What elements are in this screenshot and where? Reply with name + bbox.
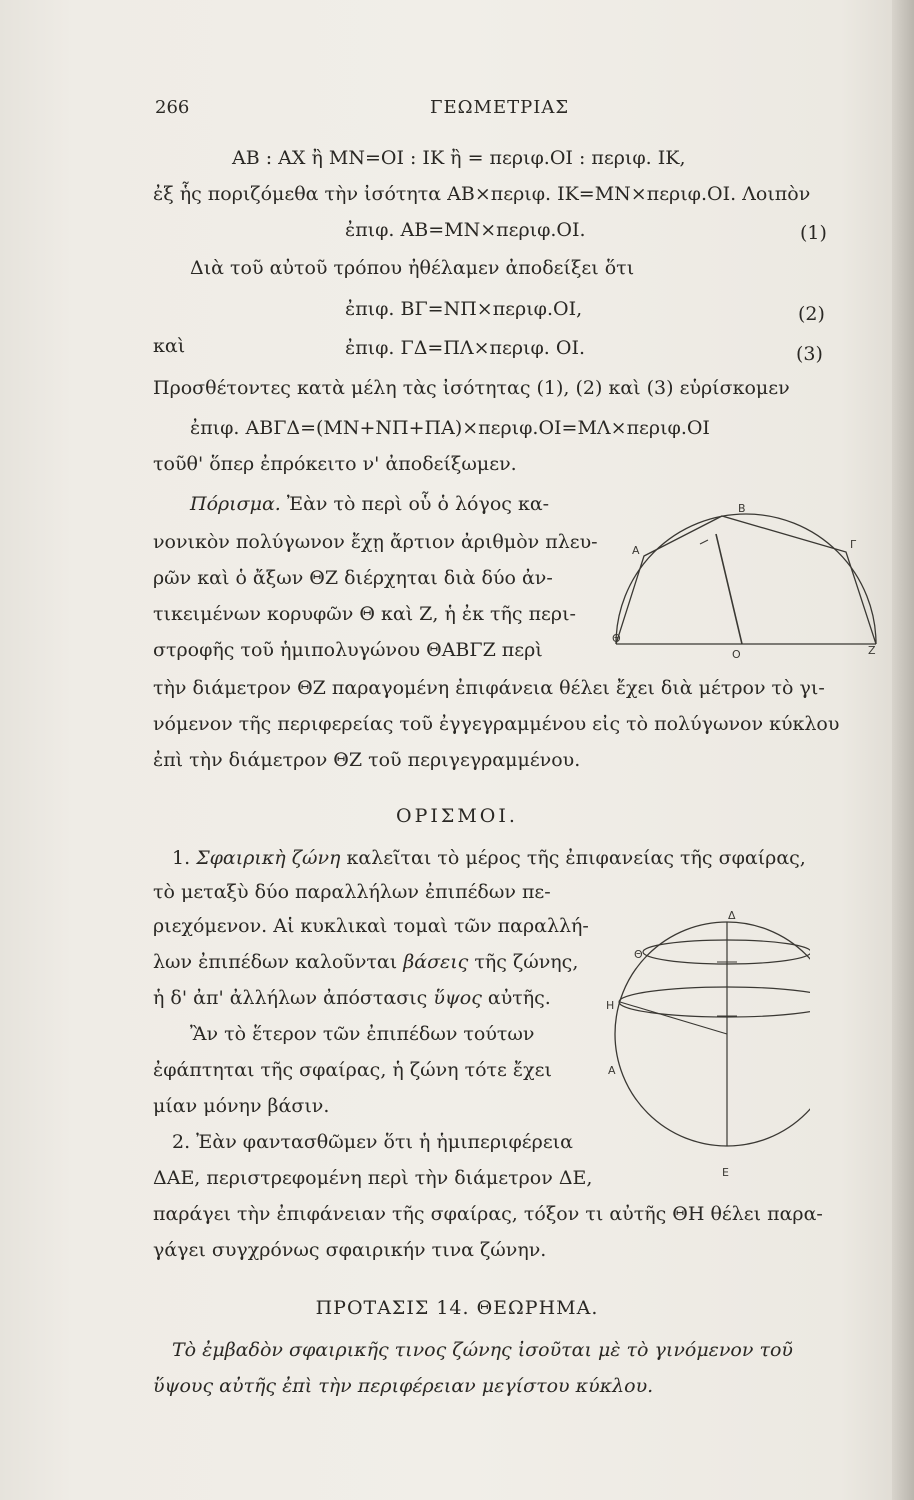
corollary-line: τὴν διάμετρον ΘΖ παραγομένη ἐπιφάνεια θέλει ἔχει διὰ μέτρον τὸ γι- bbox=[153, 677, 825, 699]
proof-line: ΑΒ : ΑΧ ἢ ΜΝ=ΟΙ : ΙΚ ἢ = περιφ.ΟΙ : περιφ. ΙΚ, bbox=[232, 147, 686, 169]
corollary-line bbox=[190, 492, 549, 516]
definition-line bbox=[172, 846, 806, 870]
definition-line: 2. Ἐὰν φαντασθῶμεν ὅτι ἡ ἡμιπεριφέρεια bbox=[172, 1131, 573, 1153]
page-number: 266 bbox=[155, 97, 190, 118]
label-a: Α bbox=[608, 1064, 616, 1077]
definition-text: τῆς ζώνης, bbox=[474, 951, 579, 973]
proof-line: τοῦθ' ὅπερ ἐπρόκειτο ν' ἀποδείξωμεν. bbox=[153, 453, 517, 475]
section-heading: ΟΡΙΣΜΟΙ. bbox=[396, 805, 518, 827]
theorem-statement: ὕψους αὐτῆς ἐπὶ τὴν περιφέρειαν μεγίστου κύκλου. bbox=[153, 1375, 654, 1397]
polygon-semicircle-figure bbox=[600, 498, 890, 668]
definition-line: Ἂν τὸ ἕτερον τῶν ἐπιπέδων τούτων bbox=[190, 1023, 535, 1045]
definition-text: ἡ δ' ἀπ' ἀλλήλων ἀπόστασις bbox=[153, 987, 428, 1009]
definition-line bbox=[153, 950, 578, 974]
proof-line: ἐξ ἧς ποριζόμεθα τὴν ἰσότητα ΑΒ×περιφ. ΙΚ=ΜΝ×περιφ.ΟΙ. Λοιπὸν bbox=[153, 183, 811, 205]
page-edge bbox=[892, 0, 914, 1500]
sphere-zone-figure bbox=[600, 906, 810, 1182]
definition-term: ὕψος bbox=[433, 987, 482, 1009]
running-title: ΓΕΩΜΕΤΡΙΑΣ bbox=[430, 97, 570, 118]
theorem-heading: ΠΡΟΤΑΣΙΣ 14. ΘΕΩΡΗΜΑ. bbox=[315, 1297, 599, 1319]
definition-term: Σφαιρικὴ ζώνη bbox=[196, 847, 341, 869]
definition-line: παράγει τὴν ἐπιφάνειαν τῆς σφαίρας, τόξον τι αὐτῆς ΘΗ θέλει παρα- bbox=[153, 1203, 823, 1225]
equation-number: (2) bbox=[798, 303, 825, 325]
equation-1: ἐπιφ. ΑΒ=ΜΝ×περιφ.ΟΙ. bbox=[345, 219, 586, 241]
proof-line: Διὰ τοῦ αὐτοῦ τρόπου ἠθέλαμεν ἀποδείξει ὅτι bbox=[190, 257, 635, 279]
equation-3: ἐπιφ. ΓΔ=ΠΛ×περιφ. ΟΙ. bbox=[345, 337, 586, 359]
corollary-label: Πόρισμα. bbox=[190, 493, 281, 515]
definition-text: καλεῖται τὸ μέρος τῆς ἐπιφανείας τῆς σφαίρας, bbox=[346, 847, 806, 869]
equation-number: (1) bbox=[800, 222, 827, 244]
definition-line: τὸ μεταξὺ δύο παραλλήλων ἐπιπέδων πε- bbox=[153, 881, 551, 903]
label-a: Α bbox=[632, 544, 640, 557]
label-g: Γ bbox=[850, 538, 857, 551]
definition-text: λων ἐπιπέδων καλοῦνται bbox=[153, 951, 398, 973]
definition-number: 1. bbox=[172, 847, 191, 869]
corollary-line: στροφῆς τοῦ ἡμιπολυγώνου ΘΑΒΓΖ περὶ bbox=[153, 639, 543, 661]
label-h: Η bbox=[606, 999, 615, 1012]
label-th: Θ bbox=[634, 948, 643, 961]
label-o: Ο bbox=[732, 648, 741, 661]
label-d: Δ bbox=[728, 909, 736, 922]
corollary-line: ἐπὶ τὴν διάμετρον ΘΖ τοῦ περιγεγραμμένου. bbox=[153, 749, 581, 771]
corollary-line: τικειμένων κορυφῶν Θ καὶ Ζ, ἡ ἐκ τῆς περι- bbox=[153, 603, 576, 625]
label-th: Θ bbox=[612, 632, 621, 645]
definition-line: γάγει συγχρόνως σφαιρικήν τινα ζώνην. bbox=[153, 1239, 547, 1261]
definition-line: μίαν μόνην βάσιν. bbox=[153, 1095, 330, 1117]
equation-prefix: καὶ bbox=[153, 335, 186, 357]
definition-line: ἐφάπτηται τῆς σφαίρας, ἡ ζώνη τότε ἔχει bbox=[153, 1059, 552, 1081]
equation-number: (3) bbox=[796, 343, 823, 365]
theorem-statement: Τὸ ἐμβαδὸν σφαιρικῆς τινος ζώνης ἰσοῦται μὲ τὸ γινόμενον τοῦ bbox=[172, 1339, 793, 1361]
proof-line: Προσθέτοντες κατὰ μέλη τὰς ἰσότητας (1), (2) καὶ (3) εὑρίσκομεν bbox=[153, 377, 790, 399]
proof-line: ἐπιφ. ΑΒΓΔ=(ΜΝ+ΝΠ+ΠΑ)×περιφ.ΟΙ=ΜΛ×περιφ.ΟΙ bbox=[190, 417, 710, 439]
corollary-text: Ἐὰν τὸ περὶ οὗ ὁ λόγος κα- bbox=[286, 493, 550, 515]
definition-line: ΔΑΕ, περιστρεφομένη περὶ τὴν διάμετρον ΔΕ, bbox=[153, 1167, 593, 1189]
corollary-line: νονικὸν πολύγωνον ἔχῃ ἄρτιον ἀριθμὸν πλευ- bbox=[153, 531, 598, 553]
corollary-line: νόμενον τῆς περιφερείας τοῦ ἐγγεγραμμένου εἰς τὸ πολύγωνον κύκλου bbox=[153, 713, 840, 735]
equation-2: ἐπιφ. ΒΓ=ΝΠ×περιφ.ΟΙ, bbox=[345, 298, 583, 320]
definition-line bbox=[153, 986, 551, 1010]
definition-term: βάσεις bbox=[403, 951, 469, 973]
definition-text: αὐτῆς. bbox=[487, 987, 551, 1009]
corollary-line: ρῶν καὶ ὁ ἄξων ΘΖ διέρχηται διὰ δύο ἀν- bbox=[153, 567, 553, 589]
label-z: Ζ bbox=[868, 644, 876, 657]
label-e: Ε bbox=[722, 1166, 729, 1179]
label-b: Β bbox=[738, 502, 746, 515]
definition-line: ριεχόμενον. Αἱ κυκλικαὶ τομαὶ τῶν παραλλή- bbox=[153, 915, 589, 937]
